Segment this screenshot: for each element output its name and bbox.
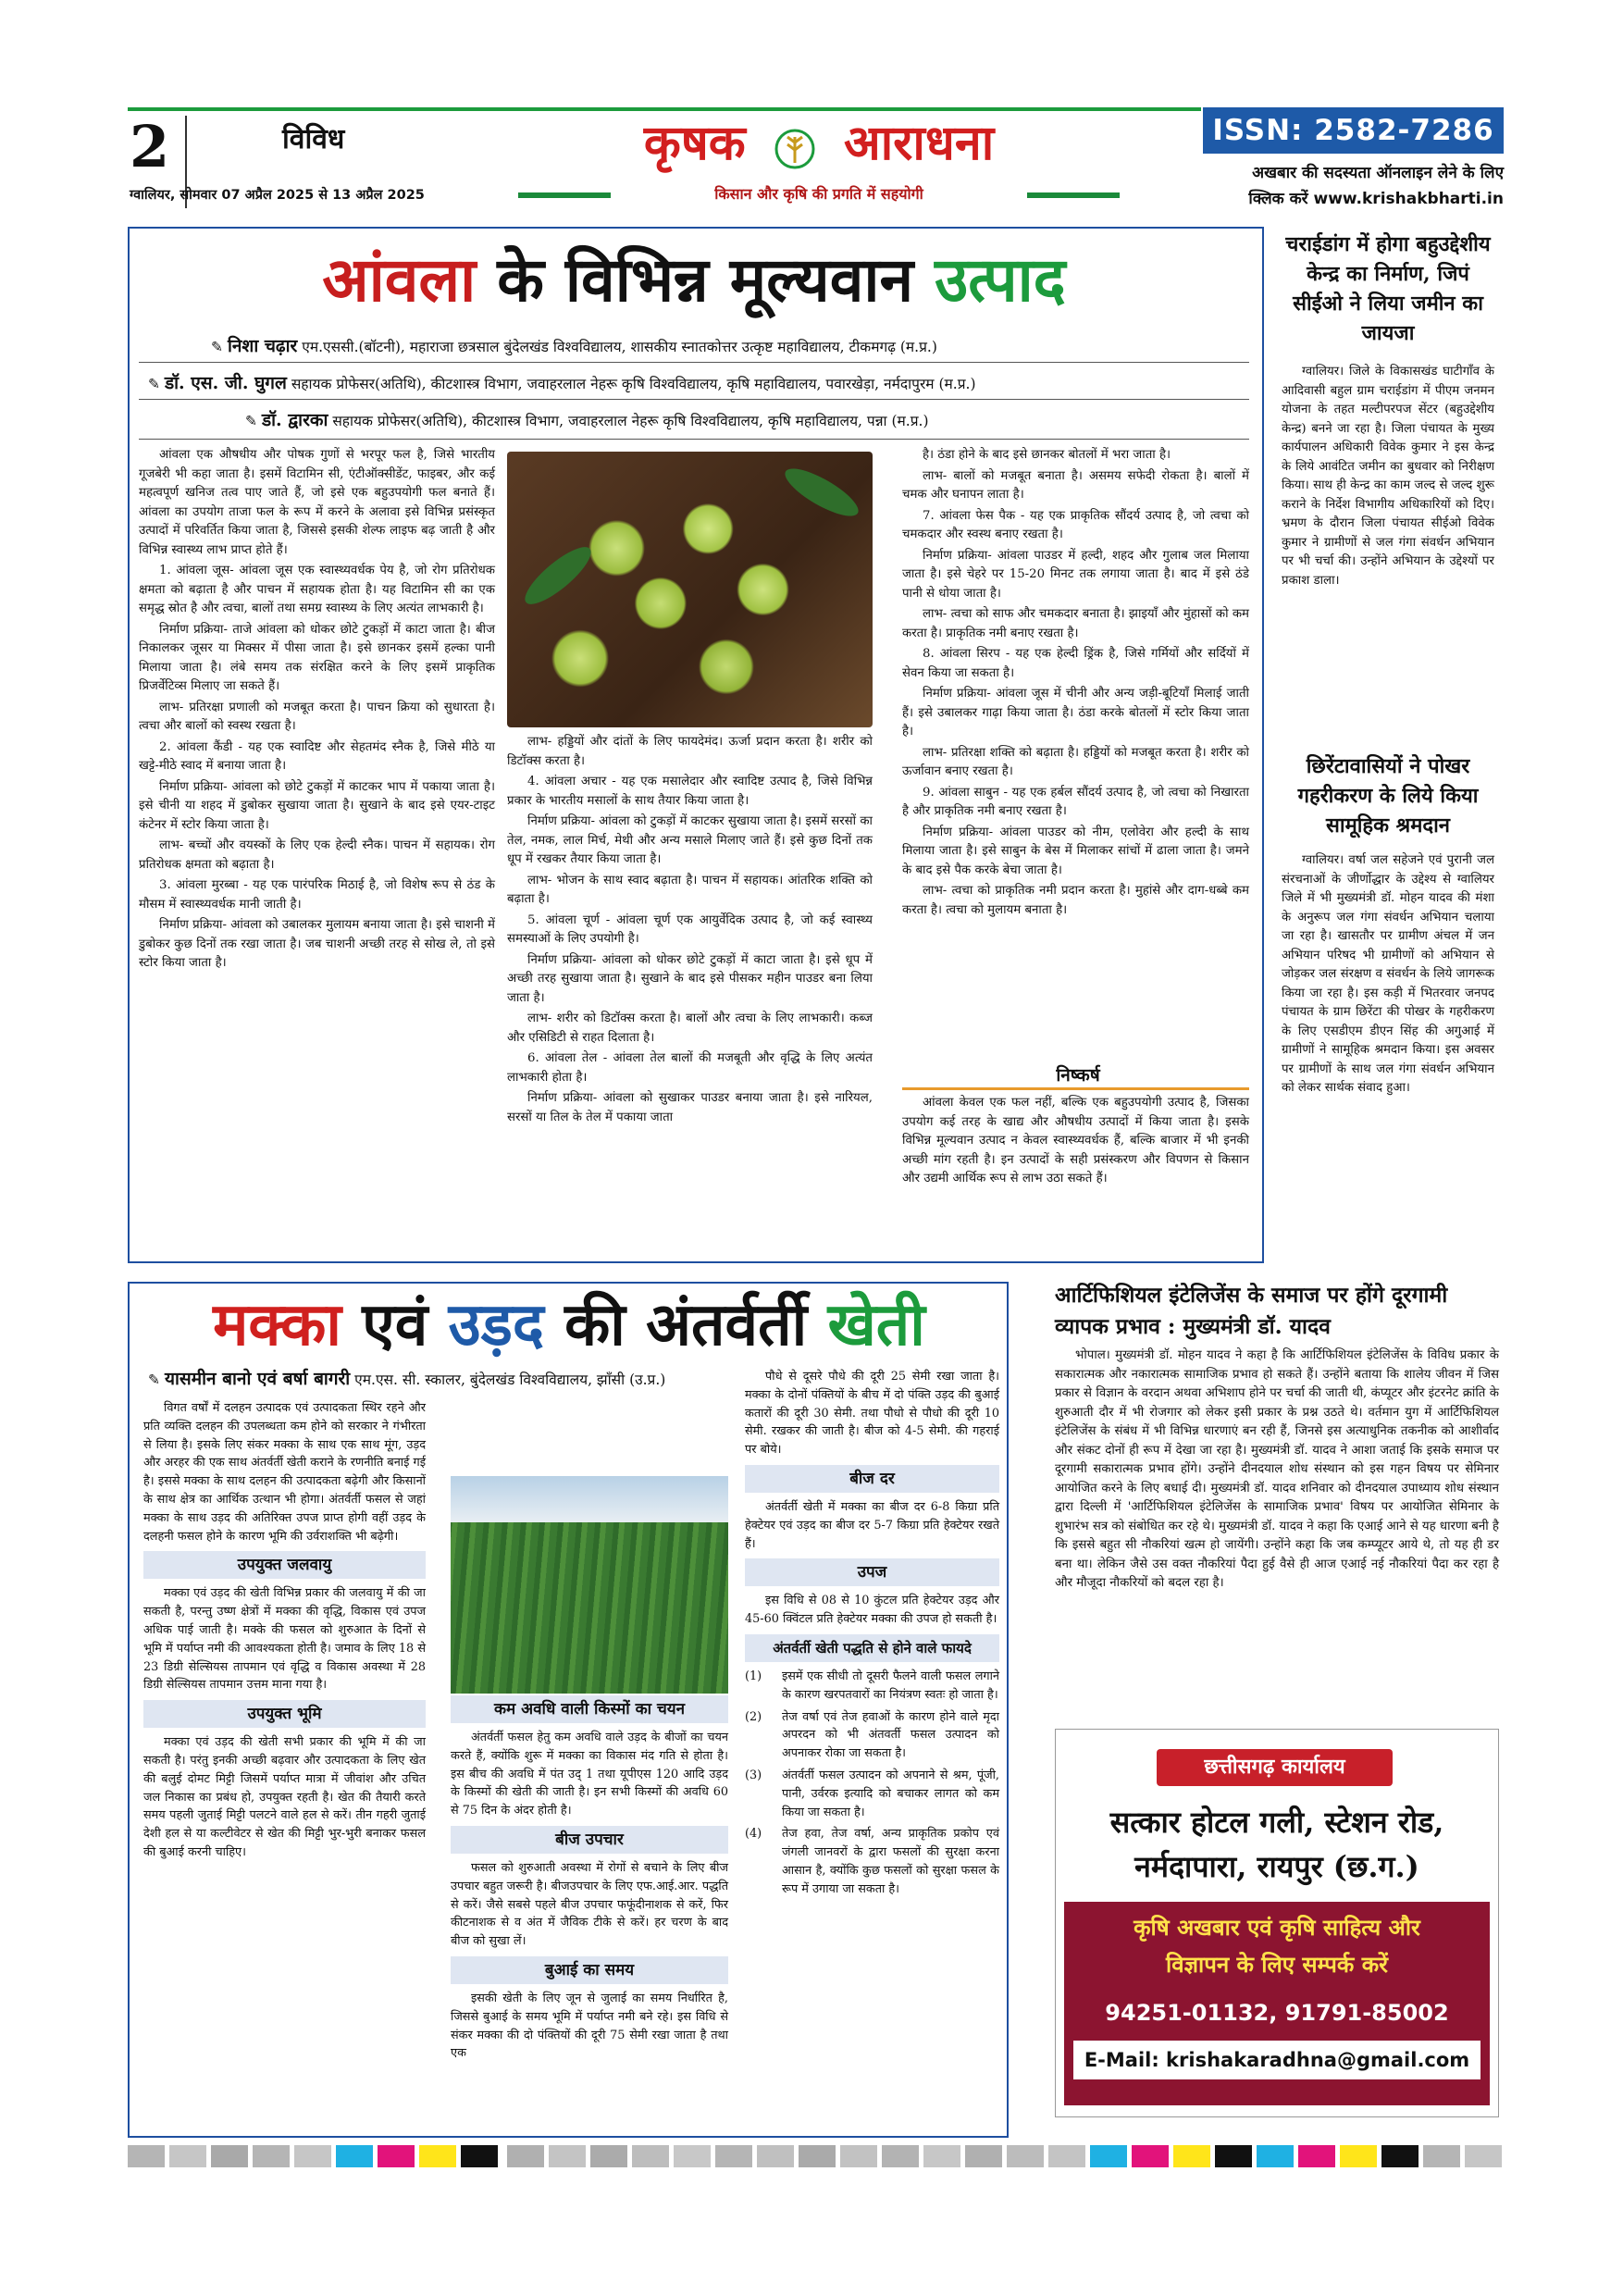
page-number: 2 [130,113,170,180]
soil-heading: उपयुक्त भूमि [143,1700,426,1728]
leaf-shape [518,539,599,612]
ad-line-1: कृषि अखबार एवं कृषि साहित्य और [1134,1914,1420,1941]
maize-headline: मक्का एवं उड़द की अंतर्वर्ती खेती [213,1290,925,1359]
logo-word-2: आराधना [843,115,995,171]
ai-news-headline: आर्टिफिशियल इंटेलिजेंस के समाज पर होंगे दूरगामी व्यापक प्रभाव : मुख्यमंत्री डॉ. यादव [1055,1283,1448,1339]
phone-numbers: 94251-01132, 91791-85002 [1105,2000,1449,2026]
pen-icon: ✎ [211,339,223,355]
amla-column-2: लाभ- हड्डियों और दांतों के लिए फायदेमंद। ऊर्जा प्रदान करता है। शरीर को डिटॉक्स करता है। 4. आंवला अचार - यह एक मसालेदार और स्वादिष्ट उत्पाद है, जिसे विभिन्न प्रकार के भारतीय मसालों के साथ तैयार किया जाता है। निर्माण प्रक्रिया- आंवला को टुकड़ों में काटकर सुखाया जाता है। इसमें सरसों का तेल, नमक, लाल मिर्च, मेथी और अन्य मसाले मिलाए जाते हैं। इसे कुछ दिनों तक धूप में रखकर तैयार किया जाता है। लाभ- भोजन के साथ स्वाद बढ़ाता है। पाचन में सहायक। आंतरिक शक्ति को बढ़ाता है। 5. आंवला चूर्ण - आंवला चूर्ण एक आयुर्वेदिक उत्पाद है, जो कई स्वास्थ्य समस्याओं के लिए उपयोगी है। निर्माण प्रक्रिया- आंवला को धोकर छोटे टुकड़ों में काटा जाता है। इसे धूप में अच्छी तरह सुखाया जाता है। सुखाने के बाद इसे पीसकर महीन पाउडर बना लिया जाता है। लाभ- शरीर को डिटॉक्स करता है। बालों और त्वचा के लिए लाभकारी। कब्ज और एसिडिटी से राहत दिलाता है। 6. आंवला तेल - आंवला तेल बालों की मजबूती और वृद्धि के लिए अत्यंत लाभकारी होता है। निर्माण प्रक्रिया- आंवला को सुखाकर पाउडर बनाया जाता है। इसे नारियल, सरसों या तिल के तेल में पकाया जाता [507,735,873,1124]
issn-badge: ISSN: 2582-7286 [1203,107,1504,154]
logo-tagline: किसान और कृषि की प्रगति में सहयोगी [611,183,1027,204]
seed-rate-heading: बीज दर [745,1465,999,1493]
maize-column-1: विगत वर्षों में दलहन उत्पादक एवं उत्पादकता स्थिर रहने और प्रति व्यक्ति दलहन की उपलब्धता कम होने को सरकार ने गंभीरता से लिया है। इसके लिए संकर मक्का के साथ एक साथ मूंग, उड़द और अरहर की एक साथ अंतर्वर्ती खेती कराने के रणनीति बनाई गई है। इससे मक्का के साथ दलहन की उत्पादकता बढ़ेगी और किसानों के साथ क्षेत्र का आर्थिक उत्थान भी होगा। अंतर्वर्ती फसल से जहां मक्का के साथ उड़द की अतिरिक्त उपज प्राप्त होगी वहीं उड़द के दलहनी फसल होने के कारण भूमि की उर्वराशक्ति भी बढ़ेगी। उपयुक्त जलवायु मक्का एवं उड़द की खेती विभिन्न प्रकार की जलवायु में की जा सकती है, परन्तु उष्ण क्षेत्रों में मक्का की वृद्धि, विकास एवं उपज अधिक पाई जाती है। मक्के की फसल को शुरुआत के दिनों से भूमि में पर्याप्त नमी की आवश्यकता होती है। जमाव के लिए 18 से 23 डिग्री सेल्सियस तापमान एवं वृद्धि व विकास अवस्था में 28 डिग्री सेल्सियस तापमान उत्तम माना गया है। उपयुक्त भूमि मक्का एवं उड़द की खेती सभी प्रकार की भूमि में की जा सकती है। परंतु इनकी अच्छी बढ़वार और उत्पादकता के लिए खेत की बलुई दोमट मिट्टी जिसमें पर्याप्त मात्रा में जीवांश और उचित जल निकास का प्रबंध हो, उपयुक्त रहती है। खेत की तैयारी करते समय पहली जुताई मिट्टी पलटने वाले हल से करें। तीन गहरी जुताई देशी हल से या कल्टीवेटर से खेत की मिट्टी भुर-भुरी बनाकर फसल की बुआई करनी चाहिए। [143,1401,426,1859]
registration-swatches [128,2145,1506,2167]
maize-photo-sky [451,1476,728,1522]
maize-column-3: पौधे से दूसरे पौधे की दूरी 25 सेमी रखा जाता है। मक्का के दोनों पंक्तियों के बीच में दो पंक्ति उड़द की बुआई कतारों की दूरी 30 सेमी. तथा पौधो से पौधो की दूरी 10 सेमी. रखकर की जाती है। बीज को 4-5 सेमी. की गहराई पर बोये। बीज दर अंतर्वर्ती खेती में मक्का का बीज दर 6-8 किग्रा प्रति हेक्टेयर एवं उड़द का बीज दर 5-7 किग्रा प्रति हेक्टेयर रखते हैं। उपज इस विधि से 08 से 10 कुंटल प्रति हेक्टेयर उड़द और 45-60 क्विंटल प्रति हेक्टेयर मक्का की उपज हो सकती है। अंतर्वर्ती खेती पद्धति से होने वाले फायदे (1) इसमें एक सीधी तो दूसरी फैलने वाली फसल लगाने के कारण खरपतवारों का नियंत्रण स्वतः हो जाता है। (2) तेज वर्षा एवं तेज हवाओं के कारण होने वाले मृदा अपरदन को भी अंतवर्ती फसल उत्पादन को अपनाकर रोका जा सकता है। (3) अंतर्वर्ती फसल उत्पादन को अपनाने से श्रम, पूंजी, पानी, उर्वरक इत्यादि को बचाकर लागत को कम किया जा सकता है। (4) तेज हवा, तेज वर्षा, अन्य प्राकृतिक प्रकोप एवं जंगली जानवरों के द्वारा फसलों की सुरक्षा करना आसान है, क्योंकि कुछ फसलों को सुरक्षा फसल के रूप में उगाया जा सकता है। [745,1368,999,1903]
amla-author-3: ✎ डॉ. द्वारका सहायक प्रोफेसर(अतिथि), कीटशास्त्र विभाग, जवाहरलाल नेहरू कृषि विश्वविद्यालय, कृषि महाविद्यालय, पन्ना (म.प्र.) [245,410,929,430]
seed-treatment-heading: बीज उपचार [451,1826,728,1854]
list-item: (4) तेज हवा, तेज वर्षा, अन्य प्राकृतिक प्रकोप एवं जंगली जानवरों के द्वारा फसलों की सुरक्षा करना आसान है, क्योंकि कुछ फसलों को सुरक्षा फसल के रूप में उगाया जा सकता है। [745,1827,999,1896]
leaf-shape [779,460,864,524]
author-rule [139,362,1249,363]
amla-headline: आंवला के विभिन्न मूल्यवान उत्पाद [322,243,1066,316]
subscription-link[interactable]: क्लिक करें www.krishakbharti.in [1248,190,1504,208]
list-item: (2) तेज वर्षा एवं तेज हवाओं के कारण होने वाले मृदा अपरदन को भी अंतवर्ती फसल उत्पादन को अपनाकर रोका जा सकता है। [745,1709,999,1761]
author-rule [139,399,1249,400]
amla-author-1: ✎ निशा चढ़ार एम.एससी.(बॉटनी), महाराजा छत्रसाल बुंदेलखंड विश्वविद्यालय, शासकीय स्नातकोत्तर उत्कृष्ट महाविद्यालय, टीकमगढ़ (म.प्र.) [211,336,937,356]
amla-column-1: आंवला एक औषधीय और पोषक गुणों से भरपूर फल है, जिसे भारतीय गूजबेरी भी कहा जाता है। इसमें विटामिन सी, एंटीऑक्सीडेंट, फाइबर, और कई महत्वपूर्ण खनिज तत्व पाए जाते हैं, जो इसे एक बहुउपयोगी फल बनाते हैं। आंवला का उपयोग ताजा फल के रूप में करने के अलावा इसे विभिन्न प्रसंस्कृत उत्पादों में परिवर्तित किया जाता है, जिससे इसकी शेल्फ लाइफ बढ़ जाती है और विभिन्न स्वास्थ्य लाभ प्राप्त होते हैं। 1. आंवला जूस- आंवला जूस एक स्वास्थ्यवर्धक पेय है, जो रोग प्रतिरोधक क्षमता को बढ़ाता है और पाचन में सहायक होता है। यह विटामिन सी का एक समृद्ध स्रोत है और त्वचा, बालों तथा समग्र स्वास्थ्य के लिए अत्यंत लाभकारी है। निर्माण प्रक्रिया- ताजे आंवला को धोकर छोटे टुकड़ों में काटा जाता है। बीज निकालकर जूसर या मिक्सर में पीसा जाता है। इसे छानकर इसमें हल्का पानी मिलाया जाता है। लंबे समय तक संरक्षित करने के लिए इसमें प्राकृतिक प्रिजर्वेटिव्स मिलाए जा सकते हैं। लाभ- प्रतिरक्षा प्रणाली को मजबूत करता है। पाचन क्रिया को सुधारता है। त्वचा और बालों को स्वस्थ रखता है। 2. आंवला कैंडी - यह एक स्वादिष्ट और सेहतमंद स्नैक है, जिसे मीठे या खट्टे-मीठे स्वाद में बनाया जाता है। निर्माण प्रक्रिया- आंवला को छोटे टुकड़ों में काटकर भाप में पकाया जाता है। इसे चीनी या शहद में डुबोकर सुखाया जाता है। सुखाने के बाद इसे एयर-टाइट कंटेनर में स्टोर किया जाता है। लाभ- बच्चों और वयस्कों के लिए एक हेल्दी स्नैक। पाचन में सहायक। रोग प्रतिरोधक क्षमता को बढ़ाता है। 3. आंवला मुरब्बा - यह एक पारंपरिक मिठाई है, जो विशेष रूप से ठंड के मौसम में स्वास्थ्यवर्धक मानी जाती है। निर्माण प्रक्रिया- आंवला को उबालकर मुलायम बनाया जाता है। इसे चाशनी में डुबोकर कुछ दिनों तक रखा जाता है। जब चाशनी अच्छी तरह से सोख ले, तो इसे स्टोर किया जाता है। [139,448,495,970]
conclusion-text: आंवला केवल एक फल नहीं, बल्कि एक बहुउपयोगी उत्पाद है, जिसका उपयोग कई तरह के खाद्य और औषधीय उत्पादों में किया जाता है। इसके विभिन्न मूल्यवान उत्पाद न केवल स्वास्थ्यवर्धक हैं, बल्कि बाजार में भी इनकी अच्छी मांग रहती है। इन उत्पादों के सही प्रसंस्करण और विपणन से किसान और उद्यमी आर्थिक रूप से लाभ उठा सकते हैं। [902,1096,1249,1185]
list-item: (3) अंतर्वर्ती फसल उत्पादन को अपनाने से श्रम, पूंजी, पानी, उर्वरक इत्यादि को बचाकर लागत को कम किया जा सकता है। [745,1768,999,1819]
news2-headline: छिरेंटावासियों ने पोखर गहरीकरण के लिये किया सामूहिक श्रमदान [1297,754,1479,838]
news1-headline: चराईडांग में होगा बहुउद्देशीय केन्द्र का निर्माण, जिपं सीईओ ने लिया जमीन का जायजा [1285,232,1491,345]
conclusion-rule [902,1087,1249,1090]
maize-author: ✎ यासमीन बानो एवं बर्षा बागरी एम.एस. सी. स्कालर, बुंदेलखंड विश्वविद्यालय, झाँसी (उ.प्र.) [148,1369,666,1389]
email-address[interactable]: E-Mail: krishakaradhna@gmail.com [1073,2041,1481,2079]
logo-word-1: कृषक [643,115,746,171]
benefits-list [745,1668,999,1899]
dateline: ग्वालियर, सोमवार 07 अप्रैल 2025 से 13 अप्रैल 2025 [130,188,425,203]
climate-heading: उपयुक्त जलवायु [143,1551,426,1579]
color-registration-bar [128,2145,1506,2167]
newspaper-logo [481,111,1157,222]
office-badge: छत्तीसगढ़ कार्यालय [1157,1749,1393,1786]
varieties-heading: कम अवधि वाली किस्मों का चयन [451,1695,728,1723]
ad-line-2: विज्ञापन के लिए सम्पर्क करें [1166,1951,1388,1978]
benefits-heading: अंतर्वर्ती खेती पद्धति से होने वाले फायदे [745,1634,999,1662]
pen-icon: ✎ [148,1371,160,1388]
amla-column-3: है। ठंडा होने के बाद इसे छानकर बोतलों में भरा जाता है। लाभ- बालों को मजबूत बनाता है। असमय सफेदी रोकता है। बालों में चमक और घनापन लाता है। 7. आंवला फेस पैक - यह एक प्राकृतिक सौंदर्य उत्पाद है, जो त्वचा को चमकदार और स्वस्थ बनाए रखता है। निर्माण प्रक्रिया- आंवला पाउडर में हल्दी, शहद और गुलाब जल मिलाया जाता है। इसे चेहरे पर 15-20 मिनट तक लगाया जाता है। बाद में इसे ठंडे पानी से धोया जाता है। लाभ- त्वचा को साफ और चमकदार बनाता है। झाइयाँ और मुंहासों को कम करता है। प्राकृतिक नमी बनाए रखता है। 8. आंवला सिरप - यह एक हेल्दी ड्रिंक है, जिसे गर्मियों और सर्दियों में सेवन किया जा सकता है। निर्माण प्रक्रिया- आंवला जूस में चीनी और अन्य जड़ी-बूटियाँ मिलाई जाती हैं। इसे उबालकर गाढ़ा किया जाता है। ठंडा करके बोतलों में स्टोर किया जाता है। लाभ- प्रतिरक्षा शक्ति को बढ़ाता है। हड्डियों को मजबूत करता है। शरीर को ऊर्जावान बनाए रखता है। 9. आंवला साबुन - यह एक हर्बल सौंदर्य उत्पाद है, जो त्वचा को निखारता है और प्राकृतिक नमी बनाए रखता है। निर्माण प्रक्रिया- आंवला पाउडर को नीम, एलोवेरा और हल्दी के साथ मिलाया जाता है। इसे साबुन के बेस में मिलाकर सांचों में ढाला जाता है। जमने के बाद इसे पैक करके बेचा जाता है। लाभ- त्वचा को प्राकृतिक नमी प्रदान करता है। मुहांसे और दाग-धब्बे कम करता है। त्वचा को मुलायम बनाता है। [902,448,1249,917]
subscription-text: अखबार की सदस्यता ऑनलाइन लेने के लिए [1252,164,1504,182]
pen-icon: ✎ [245,413,257,429]
author-rule [139,439,1249,440]
office-address: सत्कार होटल गली, स्टेशन रोड, नर्मदापारा, रायपुर (छ.ग.) [1109,1805,1444,1884]
ai-news-body: भोपाल। मुख्यमंत्री डॉ. मोहन यादव ने कहा है कि आर्टिफिशियल इंटेलिजेंस के विविध प्रकार के सकारात्मक और नकारात्मक सामाजिक प्रभाव हो सकते हैं। उन्होंने बताया कि शालेय जीवन में जिस प्रकार से विज्ञान के वरदान अथवा अभिशाप होने पर चर्चा की जाती थी, कंप्यूटर और इंटरनेट क्रांति के शुरुआती दौर में भी रोजगार को लेकर इसी प्रकार के प्रश्न उठते थे। वर्तमान युग में आर्टिफिशियल इंटेलिजेंस के संबंध में भी विभिन्न धारणाएं बन रही हैं, जिनसे इस अत्याधुनिक तकनीक को आशीर्वाद और संकट दोनों ही रूप में देखा जा रहा है। मुख्यमंत्री डॉ. यादव ने आशा जताई कि इसके समाज पर दूरगामी सकारात्मक प्रभाव होंगे। उन्होंने दीनदयाल शोध संस्थान को इस गहन विषय पर सेमिनार आयोजित करने के लिए बधाई दी। मुख्यमंत्री डॉ. यादव शनिवार को दीनदयाल उपाध्याय शोध संस्थान द्वारा दिल्ली में 'आर्टिफिशियल इंटेलिजेंस के सामाजिक प्रभाव' विषय पर आयोजित सेमिनार के शुभारंभ सत्र को संबोधित कर रहे थे। मुख्यमंत्री डॉ. यादव ने कहा कि एआई आने से यह धारणा बनी है कि इससे बहुत सी नौकरियां खत्म हो जायेंगी। उन्होंने कहा कि जब कम्प्यूटर आये थे, तो यह ही डर बना था। लेकिन जैसे उस वक्त नौकरियां पैदा हुई वैसे ही आज एआई नई नौकरियां पैदा कर रहा है और मौजूदा नौकरियों को बदल रहा है। [1055,1348,1499,1590]
wheat-emblem-icon [762,124,827,170]
conclusion-heading: निष्कर्ष [1056,1065,1100,1086]
amla-author-2: ✎ डॉ. एस. जी. घुगल सहायक प्रोफेसर(अतिथि), कीटशास्त्र विभाग, जवाहरलाल नेहरू कृषि विश्वविद्यालय, कृषि महाविद्यालय, पवारखेड़ा, नर्मदापुरम (म.प्र.) [148,373,976,393]
sowing-heading: बुआई का समय [451,1956,728,1984]
section-label: विविध [282,123,345,155]
pen-icon: ✎ [148,376,160,392]
yield-heading: उपज [745,1558,999,1586]
news2-body: ग्वालियर। वर्षा जल सहेजने एवं पुरानी जल संरचनाओं के जीर्णोद्धार के उद्देश्य से ग्वालियर जिले में भी मुख्यमंत्री डॉ. मोहन यादव की मंशा के अनुरूप जल गंगा संवर्धन अभियान चलाया जा रहा है। खासतौर पर ग्रामीण अंचल में जन अभियान परिषद भी ग्रामीणों को अभियान से जोड़कर जल संरक्षण व संवर्धन के लिये जागरूक किया जा रहा है। इस कड़ी में भितरवार जनपद पंचायत के ग्राम छिरेंटा की पोखर के गहरीकरण के लिए एसडीएम डीएन सिंह की अगुआई में ग्रामीणों ने सामूहिक श्रमदान किया। इस अवसर पर ग्रामीणों के साथ जल गंगा संवर्धन अभियान को लेकर सार्थक संवाद हुआ। [1282,853,1494,1095]
amla-photo [507,452,873,727]
news1-body: ग्वालियर। जिले के विकासखंड घाटीगाँव के आदिवासी बहुल ग्राम चराईडांग में पीएम जनमन योजना के तहत मल्टीपरपज सेंटर (बहुउद्देशीय केन्द्र) बनने जा रहा है। जिला पंचायत के मुख्य कार्यपालन अधिकारी विवेक कुमार ने इस केन्द्र के लिये आवंटित जमीन का बुधवार को निरीक्षण किया। साथ ही केन्द्र का काम जल्द से जल्द शुरू कराने के निर्देश विभागीय अधिकारियों को दिए। भ्रमण के दौरान जिला पंचायत सीईओ विवेक कुमार ने ग्रामीणों से जल गंगा संवर्धन अभियान पर भी चर्चा की। उन्होंने अभियान के उद्देश्यों पर प्रकाश डाला। [1282,365,1494,588]
maize-column-2: कम अवधि वाली किस्मों का चयन अंतर्वर्ती फसल हेतु कम अवधि वाले उड़द के बीजों का चयन करते हैं, क्योंकि शुरू में मक्का का विकास मंद गति से होता है। इस बीच की अवधि में पंत उद् 1 तथा यूपीएस 120 आदि उड़द के किस्मों की खेती की जाती है। इन सभी किस्मों की अवधि 60 से 75 दिन के अंदर होती है। बीज उपचार फसल को शुरुआती अवस्था में रोगों से बचाने के लिए बीज उपचार बहुत जरूरी है। बीजउपचार के लिए एफ.आई.आर. पद्धति से करें। जैसे सबसे पहले बीज उपचार फफूंदीनाशक से करें, फिर कीटनाशक से व अंत में जैविक टीके से करें। हर चरण के बाद बीज को सुखा लें। बुआई का समय इसकी खेती के लिए जून से जुलाई का समय निर्धारित है, जिससे बुआई के समय भूमि में पर्याप्त नमी बने रहे। इस विधि से संकर मक्का की दो पंक्तियों की दूरी 75 सेमी रखा जाता है तथा एक [451,1695,728,2065]
list-item: (1) इसमें एक सीधी तो दूसरी फैलने वाली फसल लगाने के कारण खरपतवारों का नियंत्रण स्वतः हो जाता है। [745,1669,999,1702]
contact-ad-box [1064,1902,1490,2105]
